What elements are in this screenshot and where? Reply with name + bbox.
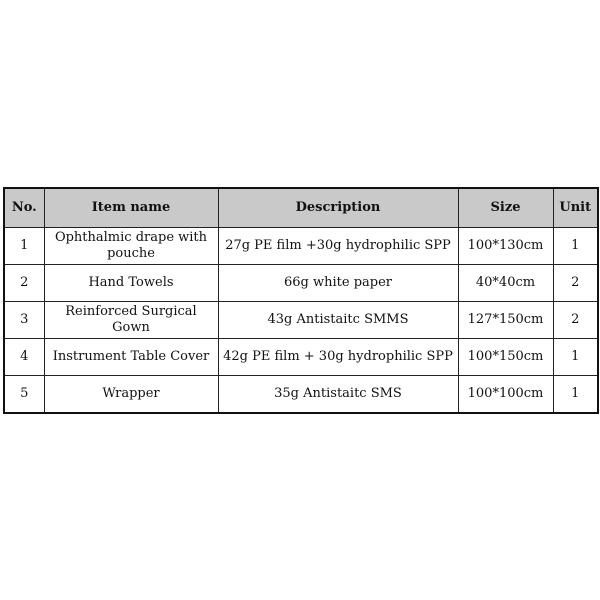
cell-unit: 2 bbox=[553, 302, 598, 339]
cell-item-name: Hand Towels bbox=[44, 265, 218, 302]
table-row bbox=[4, 265, 598, 302]
header-row bbox=[4, 188, 598, 228]
cell-unit: 1 bbox=[553, 376, 598, 414]
cell-size: 100*130cm bbox=[458, 228, 553, 265]
cell-no: 3 bbox=[4, 302, 44, 339]
cell-size: 100*150cm bbox=[458, 339, 553, 376]
table-row bbox=[4, 228, 598, 265]
table-row bbox=[4, 302, 598, 339]
cell-description: 27g PE film +30g hydrophilic SPP bbox=[218, 228, 458, 265]
table-body bbox=[4, 228, 598, 414]
cell-unit: 1 bbox=[553, 228, 598, 265]
cell-size: 100*100cm bbox=[458, 376, 553, 414]
header-description: Description bbox=[218, 188, 458, 228]
cell-description: 42g PE film + 30g hydrophilic SPP bbox=[218, 339, 458, 376]
table-header bbox=[4, 188, 598, 228]
header-item-name: Item name bbox=[44, 188, 218, 228]
cell-no: 2 bbox=[4, 265, 44, 302]
cell-description: 35g Antistaitc SMS bbox=[218, 376, 458, 414]
cell-item-name: Wrapper bbox=[44, 376, 218, 414]
cell-no: 4 bbox=[4, 339, 44, 376]
header-no: No. bbox=[4, 188, 44, 228]
cell-unit: 2 bbox=[553, 265, 598, 302]
cell-unit: 1 bbox=[553, 339, 598, 376]
header-size: Size bbox=[458, 188, 553, 228]
table-row bbox=[4, 376, 598, 414]
cell-item-name: Ophthalmic drape with pouche bbox=[44, 228, 218, 265]
cell-description: 66g white paper bbox=[218, 265, 458, 302]
cell-no: 1 bbox=[4, 228, 44, 265]
cell-size: 127*150cm bbox=[458, 302, 553, 339]
cell-description: 43g Antistaitc SMMS bbox=[218, 302, 458, 339]
cell-item-name: Reinforced Surgical Gown bbox=[44, 302, 218, 339]
header-unit: Unit bbox=[553, 188, 598, 228]
items-table bbox=[3, 187, 599, 414]
cell-no: 5 bbox=[4, 376, 44, 414]
cell-item-name: Instrument Table Cover bbox=[44, 339, 218, 376]
cell-size: 40*40cm bbox=[458, 265, 553, 302]
table-row bbox=[4, 339, 598, 376]
